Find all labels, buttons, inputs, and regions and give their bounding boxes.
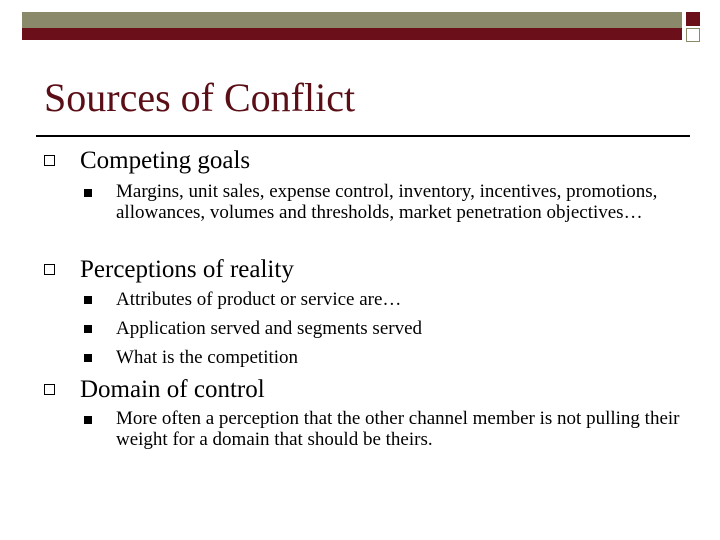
section-heading-perceptions: Perceptions of reality	[80, 256, 294, 283]
section-heading-competing-goals: Competing goals	[80, 147, 251, 174]
list-item: Attributes of product or service are…	[116, 289, 402, 310]
list-item: Margins, unit sales, expense control, inventory, incentives, promotions, allowances, volumes and thresholds, market penetration objectives…	[116, 181, 658, 223]
hollow-square-bullet-icon	[44, 264, 55, 275]
list-item: What is the competition	[116, 347, 299, 368]
filled-square-bullet-icon	[84, 354, 92, 362]
filled-square-bullet-icon	[84, 325, 92, 333]
hollow-square-bullet-icon	[44, 384, 55, 395]
filled-square-bullet-icon	[84, 189, 92, 197]
slide-title: Sources of Conflict	[44, 75, 356, 120]
section-heading-domain: Domain of control	[80, 376, 265, 403]
list-item: Application served and segments served	[116, 318, 423, 339]
filled-square-bullet-icon	[84, 296, 92, 304]
hollow-square-bullet-icon	[44, 155, 55, 166]
filled-square-bullet-icon	[84, 416, 92, 424]
list-item: More often a perception that the other channel member is not pulling their weight for a domain that should be theirs.	[116, 408, 680, 450]
